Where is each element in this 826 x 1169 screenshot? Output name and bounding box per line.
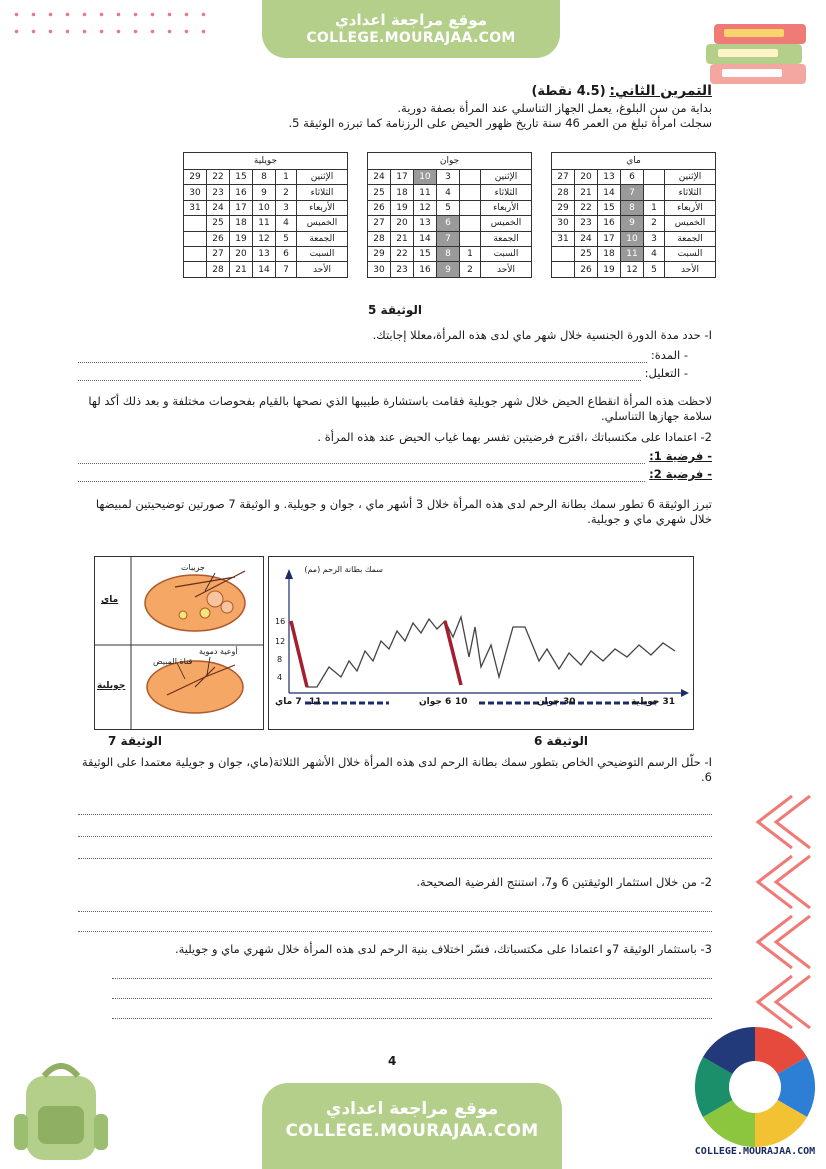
calendar-date-cell <box>184 231 207 246</box>
calendar-date-cell <box>184 262 207 277</box>
doc7-month-july: جويلية <box>97 681 126 691</box>
calendar-day-name: الأربعاء <box>297 200 348 215</box>
calendar-date-cell: 23 <box>575 216 598 231</box>
header-site-name: موقع مراجعة اعدادي <box>335 11 487 29</box>
calendar-date-cell: 4 <box>437 185 460 200</box>
answer-line[interactable] <box>112 965 712 979</box>
calendar-date-cell: 10 <box>253 200 276 215</box>
calendar-row <box>368 170 532 185</box>
doc5-caption: الوثيقة 5 <box>368 303 422 317</box>
logo-url[interactable]: COLLEGE.MOURAJAA.COM <box>694 1146 816 1157</box>
calendar-day-name: الجمعة <box>297 231 348 246</box>
calendar-day-name: الثلاثاء <box>665 185 716 200</box>
calendar-row <box>368 216 532 231</box>
doc6-x-june6: 6 جوان <box>419 697 452 707</box>
calendar-date-cell: 2 <box>276 185 297 200</box>
calendar-date-cell <box>460 231 481 246</box>
calendar-date-cell: 25 <box>207 216 230 231</box>
calendar-day-name: الإثنين <box>481 170 532 185</box>
doc6-y4: 4 <box>277 673 283 682</box>
calendar-day-name: الثلاثاء <box>297 185 348 200</box>
calendar-date-cell: 1 <box>460 246 481 261</box>
calendar-date-cell: 19 <box>598 262 621 277</box>
documents-intro: تبرز الوثيقة 6 تطور سمك بطانة الرحم لدى هذه المرأة خلال 3 أشهر ماي ، جوان و جويلية. و الوثيقة 7 صورتين توضيحيتين لمبيضها خلال شهري ماي و جويلية. <box>95 497 712 526</box>
calendar-date-cell: 25 <box>368 185 391 200</box>
doc7-label-vessels: أوعية دموية <box>199 647 238 656</box>
calendar-date-cell: 23 <box>207 185 230 200</box>
calendar-month-title: جوان <box>368 153 532 170</box>
calendar-date-cell <box>552 246 575 261</box>
doc6-y8: 8 <box>277 655 283 664</box>
calendar-date-cell: 21 <box>230 262 253 277</box>
calendar-day-name: الإثنين <box>297 170 348 185</box>
calendar-date-cell: 9 <box>437 262 460 277</box>
calendar-date-cell: 6 <box>276 246 297 261</box>
calendar-date-cell: 10 <box>414 170 437 185</box>
answer-line[interactable] <box>78 823 712 837</box>
answer-line[interactable] <box>78 349 647 363</box>
calendar-row <box>368 185 532 200</box>
calendar-date-cell: 10 <box>621 231 644 246</box>
calendar-date-cell: 18 <box>598 246 621 261</box>
calendar-date-cell <box>460 185 481 200</box>
calendar-month-title: ماي <box>552 153 716 170</box>
calendar-date-cell: 8 <box>253 170 276 185</box>
calendar-date-cell: 14 <box>414 231 437 246</box>
calendar-day-name: الجمعة <box>665 231 716 246</box>
calendar-date-cell: 18 <box>230 216 253 231</box>
calendar-row <box>368 262 532 277</box>
calendar-date-cell: 19 <box>230 231 253 246</box>
endometrium-graph <box>269 557 693 729</box>
answer-line[interactable] <box>78 898 712 912</box>
calendar-date-cell: 15 <box>230 170 253 185</box>
calendar-date-cell <box>184 216 207 231</box>
answer-line[interactable] <box>78 468 645 482</box>
questions-block-2 <box>78 734 712 1020</box>
calendar-date-cell: 4 <box>644 246 665 261</box>
calendar-date-cell: 28 <box>368 231 391 246</box>
answer-line[interactable] <box>112 985 712 999</box>
question-5: 3- باستثمار الوثيقة 7و اعتمادا على مكتسباتك، فسّر اختلاف بنية الرحم لدى هذه المرأة خلال شهري ماي و جويلية. <box>174 942 712 956</box>
calendar-july <box>183 152 348 278</box>
calendar-date-cell: 22 <box>207 170 230 185</box>
calendar-date-cell: 8 <box>621 200 644 215</box>
doc6-y12: 12 <box>275 637 286 646</box>
footer-banner[interactable] <box>262 1083 562 1169</box>
exercise-content <box>78 84 712 131</box>
observation-note: لاحظت هذه المرأة انقطاع الحيض خلال شهر جويلية فقامت باستشارة طبيبها الذي نصحها بالقيام بفحوصات مختلفة و بعد ذلك أكد لها سلامة جهازها التناسلي. <box>88 394 712 423</box>
logo-wheel-icon[interactable] <box>692 1024 818 1150</box>
calendar-date-cell: 12 <box>621 262 644 277</box>
calendar-date-cell: 2 <box>644 216 665 231</box>
ovary-illustrations <box>95 557 263 729</box>
calendar-date-cell: 20 <box>575 170 598 185</box>
calendar-date-cell: 16 <box>414 262 437 277</box>
calendar-date-cell: 18 <box>391 185 414 200</box>
doc7-month-may: ماي <box>101 595 119 605</box>
calendar-day-name: السبت <box>481 246 532 261</box>
calendar-date-cell: 24 <box>575 231 598 246</box>
calendar-date-cell: 5 <box>644 262 665 277</box>
calendar-day-name: السبت <box>297 246 348 261</box>
calendar-row <box>552 170 716 185</box>
calendar-row <box>552 246 716 261</box>
calendar-may <box>551 152 716 278</box>
question-1-justification-label: - التعليل: <box>644 366 688 380</box>
calendars <box>128 152 716 302</box>
calendar-date-cell: 15 <box>414 246 437 261</box>
calendar-date-cell: 5 <box>437 200 460 215</box>
books-icon <box>704 14 812 90</box>
calendar-row <box>184 262 348 277</box>
calendar-date-cell: 30 <box>552 216 575 231</box>
header-site-url[interactable]: COLLEGE.MOURAJAA.COM <box>306 30 516 46</box>
calendar-date-cell: 22 <box>391 246 414 261</box>
calendar-date-cell: 6 <box>437 216 460 231</box>
calendar-date-cell: 8 <box>437 246 460 261</box>
calendar-day-name: الخميس <box>665 216 716 231</box>
calendar-date-cell: 11 <box>253 216 276 231</box>
calendar-row <box>184 200 348 215</box>
calendar-day-name: الثلاثاء <box>481 185 532 200</box>
calendar-date-cell: 14 <box>598 185 621 200</box>
calendar-date-cell: 3 <box>276 200 297 215</box>
calendar-date-cell: 13 <box>598 170 621 185</box>
calendar-date-cell: 23 <box>391 262 414 277</box>
calendar-date-cell <box>644 170 665 185</box>
header-banner[interactable] <box>262 0 560 58</box>
calendar-date-cell: 22 <box>575 200 598 215</box>
calendar-day-name: الخميس <box>481 216 532 231</box>
hypothesis-1-label: - فرضية 1: <box>649 449 712 463</box>
calendar-date-cell: 7 <box>621 185 644 200</box>
hypothesis-2-label: - فرضية 2: <box>649 467 712 481</box>
calendar-date-cell: 25 <box>575 246 598 261</box>
exercise-points: (4.5 نقطة) <box>531 84 606 99</box>
calendar-date-cell: 3 <box>644 231 665 246</box>
calendar-date-cell: 24 <box>207 200 230 215</box>
calendar-date-cell: 31 <box>184 200 207 215</box>
calendar-date-cell: 28 <box>552 185 575 200</box>
doc6-x-may7: 7 ماي <box>275 697 302 707</box>
calendar-date-cell: 7 <box>276 262 297 277</box>
question-3: I- حلّل الرسم التوضيحي الخاص بتطور سمك بطانة الرحم لدى هذه المرأة خلال الأشهر الثلاثة(ماي، جوان و جويلية معتمدا على الوثيقة 6. <box>81 755 712 784</box>
calendar-day-name: الأربعاء <box>481 200 532 215</box>
calendar-date-cell: 6 <box>621 170 644 185</box>
calendar-row <box>184 216 348 231</box>
calendar-day-name: الأحد <box>297 262 348 277</box>
calendar-date-cell: 31 <box>552 231 575 246</box>
calendar-row <box>368 200 532 215</box>
calendar-day-name: الجمعة <box>481 231 532 246</box>
calendar-date-cell: 29 <box>184 170 207 185</box>
calendar-date-cell: 15 <box>598 200 621 215</box>
calendar-date-cell: 21 <box>391 231 414 246</box>
calendar-date-cell: 17 <box>391 170 414 185</box>
calendar-date-cell: 11 <box>414 185 437 200</box>
calendar-day-name: الإثنين <box>665 170 716 185</box>
calendar-date-cell: 26 <box>368 200 391 215</box>
calendar-date-cell: 13 <box>414 216 437 231</box>
exercise-intro-2: سجلت امرأة تبلغ من العمر 46 سنة تاريخ ظهور الحيض على الرزنامة كما تبرزه الوثيقة 5. <box>288 116 712 130</box>
calendar-date-cell: 17 <box>598 231 621 246</box>
calendar-row <box>552 185 716 200</box>
calendar-date-cell: 24 <box>368 170 391 185</box>
calendar-date-cell: 4 <box>276 216 297 231</box>
calendar-date-cell: 16 <box>598 216 621 231</box>
answer-line[interactable] <box>112 1005 712 1019</box>
answer-line[interactable] <box>78 845 712 859</box>
calendar-date-cell <box>644 185 665 200</box>
calendar-date-cell: 2 <box>460 262 481 277</box>
calendar-date-cell: 1 <box>644 200 665 215</box>
calendar-date-cell: 17 <box>230 200 253 215</box>
calendar-date-cell: 1 <box>276 170 297 185</box>
page-number: 4 <box>388 1054 397 1068</box>
calendar-day-name: الأحد <box>481 262 532 277</box>
calendar-date-cell: 27 <box>552 170 575 185</box>
calendar-date-cell: 26 <box>575 262 598 277</box>
doc6-y16: 16 <box>275 617 286 626</box>
document-6-figure <box>268 556 694 730</box>
calendar-date-cell: 29 <box>552 200 575 215</box>
calendar-day-name: الخميس <box>297 216 348 231</box>
doc7-label-oviduct: قناة المبيض <box>153 657 193 666</box>
calendar-date-cell <box>460 170 481 185</box>
exercise-title: التمرين الثاني: <box>609 83 712 99</box>
doc7-caption: الوثيقة 7 <box>108 734 162 748</box>
calendar-row <box>368 246 532 261</box>
calendar-row <box>184 231 348 246</box>
doc6-x-10: 10 <box>455 697 468 707</box>
calendar-date-cell: 27 <box>368 216 391 231</box>
doc6-x-11: 11 <box>309 697 322 707</box>
calendar-row <box>184 185 348 200</box>
question-2: 2- اعتمادا على مكتسباتك ،اقترح فرضيتين تفسر بهما غياب الحيض عند هذه المرأة . <box>317 430 712 444</box>
calendar-date-cell: 27 <box>207 246 230 261</box>
footer-site-url[interactable]: COLLEGE.MOURAJAA.COM <box>285 1121 539 1141</box>
calendar-day-name: الأربعاء <box>665 200 716 215</box>
calendar-date-cell: 26 <box>207 231 230 246</box>
doc6-caption: الوثيقة 6 <box>534 734 588 748</box>
doc6-x-june30: 30 جوان <box>537 697 576 707</box>
calendar-date-cell: 20 <box>230 246 253 261</box>
calendar-row <box>552 216 716 231</box>
doc6-ylabel: سمك بطانة الرحم (مم) <box>304 565 383 574</box>
chevron-decoration-icon <box>732 790 816 1030</box>
questions-block <box>78 303 712 527</box>
calendar-date-cell: 9 <box>621 216 644 231</box>
calendar-date-cell <box>184 246 207 261</box>
calendar-date-cell: 29 <box>368 246 391 261</box>
calendar-date-cell <box>460 216 481 231</box>
calendar-date-cell: 12 <box>253 231 276 246</box>
calendar-date-cell: 12 <box>414 200 437 215</box>
calendar-date-cell: 21 <box>575 185 598 200</box>
question-1-duration-label: - المدة: <box>650 348 688 362</box>
calendar-date-cell: 9 <box>253 185 276 200</box>
calendar-date-cell: 16 <box>230 185 253 200</box>
calendar-row <box>184 246 348 261</box>
document-7-figure <box>94 556 264 730</box>
calendar-date-cell: 14 <box>253 262 276 277</box>
answer-line[interactable] <box>78 918 712 932</box>
decorative-dots <box>8 6 208 46</box>
calendar-june <box>367 152 532 278</box>
calendar-date-cell: 28 <box>207 262 230 277</box>
calendar-date-cell: 13 <box>253 246 276 261</box>
calendar-day-name: الأحد <box>665 262 716 277</box>
answer-line[interactable] <box>78 450 645 464</box>
question-4: 2- من خلال استثمار الوثيقتين 6 و7، استنتج الفرضية الصحيحة. <box>416 875 712 889</box>
calendar-date-cell: 3 <box>437 170 460 185</box>
calendar-date-cell: 30 <box>368 262 391 277</box>
calendar-day-name: السبت <box>665 246 716 261</box>
footer-site-name: موقع مراجعة اعدادي <box>325 1099 499 1119</box>
calendar-date-cell: 7 <box>437 231 460 246</box>
calendar-date-cell: 20 <box>391 216 414 231</box>
calendar-date-cell: 19 <box>391 200 414 215</box>
calendar-date-cell: 11 <box>621 246 644 261</box>
doc6-x-july31: 31 جويلية <box>631 697 675 707</box>
calendar-row <box>184 170 348 185</box>
exercise-intro-1: بداية من سن البلوغ، يعمل الجهاز التناسلي عند المرأة بصفة دورية. <box>397 101 712 115</box>
calendar-row <box>552 231 716 246</box>
calendar-month-title: جويلية <box>184 153 348 170</box>
calendar-date-cell <box>552 262 575 277</box>
calendar-row <box>552 262 716 277</box>
answer-line[interactable] <box>78 367 641 381</box>
calendar-date-cell: 30 <box>184 185 207 200</box>
calendar-date-cell: 5 <box>276 231 297 246</box>
question-1: I- حدد مدة الدورة الجنسية خلال شهر ماي لدى هذه المرأة،معللا إجابتك. <box>372 328 712 342</box>
answer-line[interactable] <box>78 801 712 815</box>
calendar-row <box>368 231 532 246</box>
calendar-row <box>552 200 716 215</box>
calendar-date-cell <box>460 200 481 215</box>
doc7-label-follicles: جريبات <box>181 563 205 572</box>
backpack-icon <box>8 1056 116 1164</box>
